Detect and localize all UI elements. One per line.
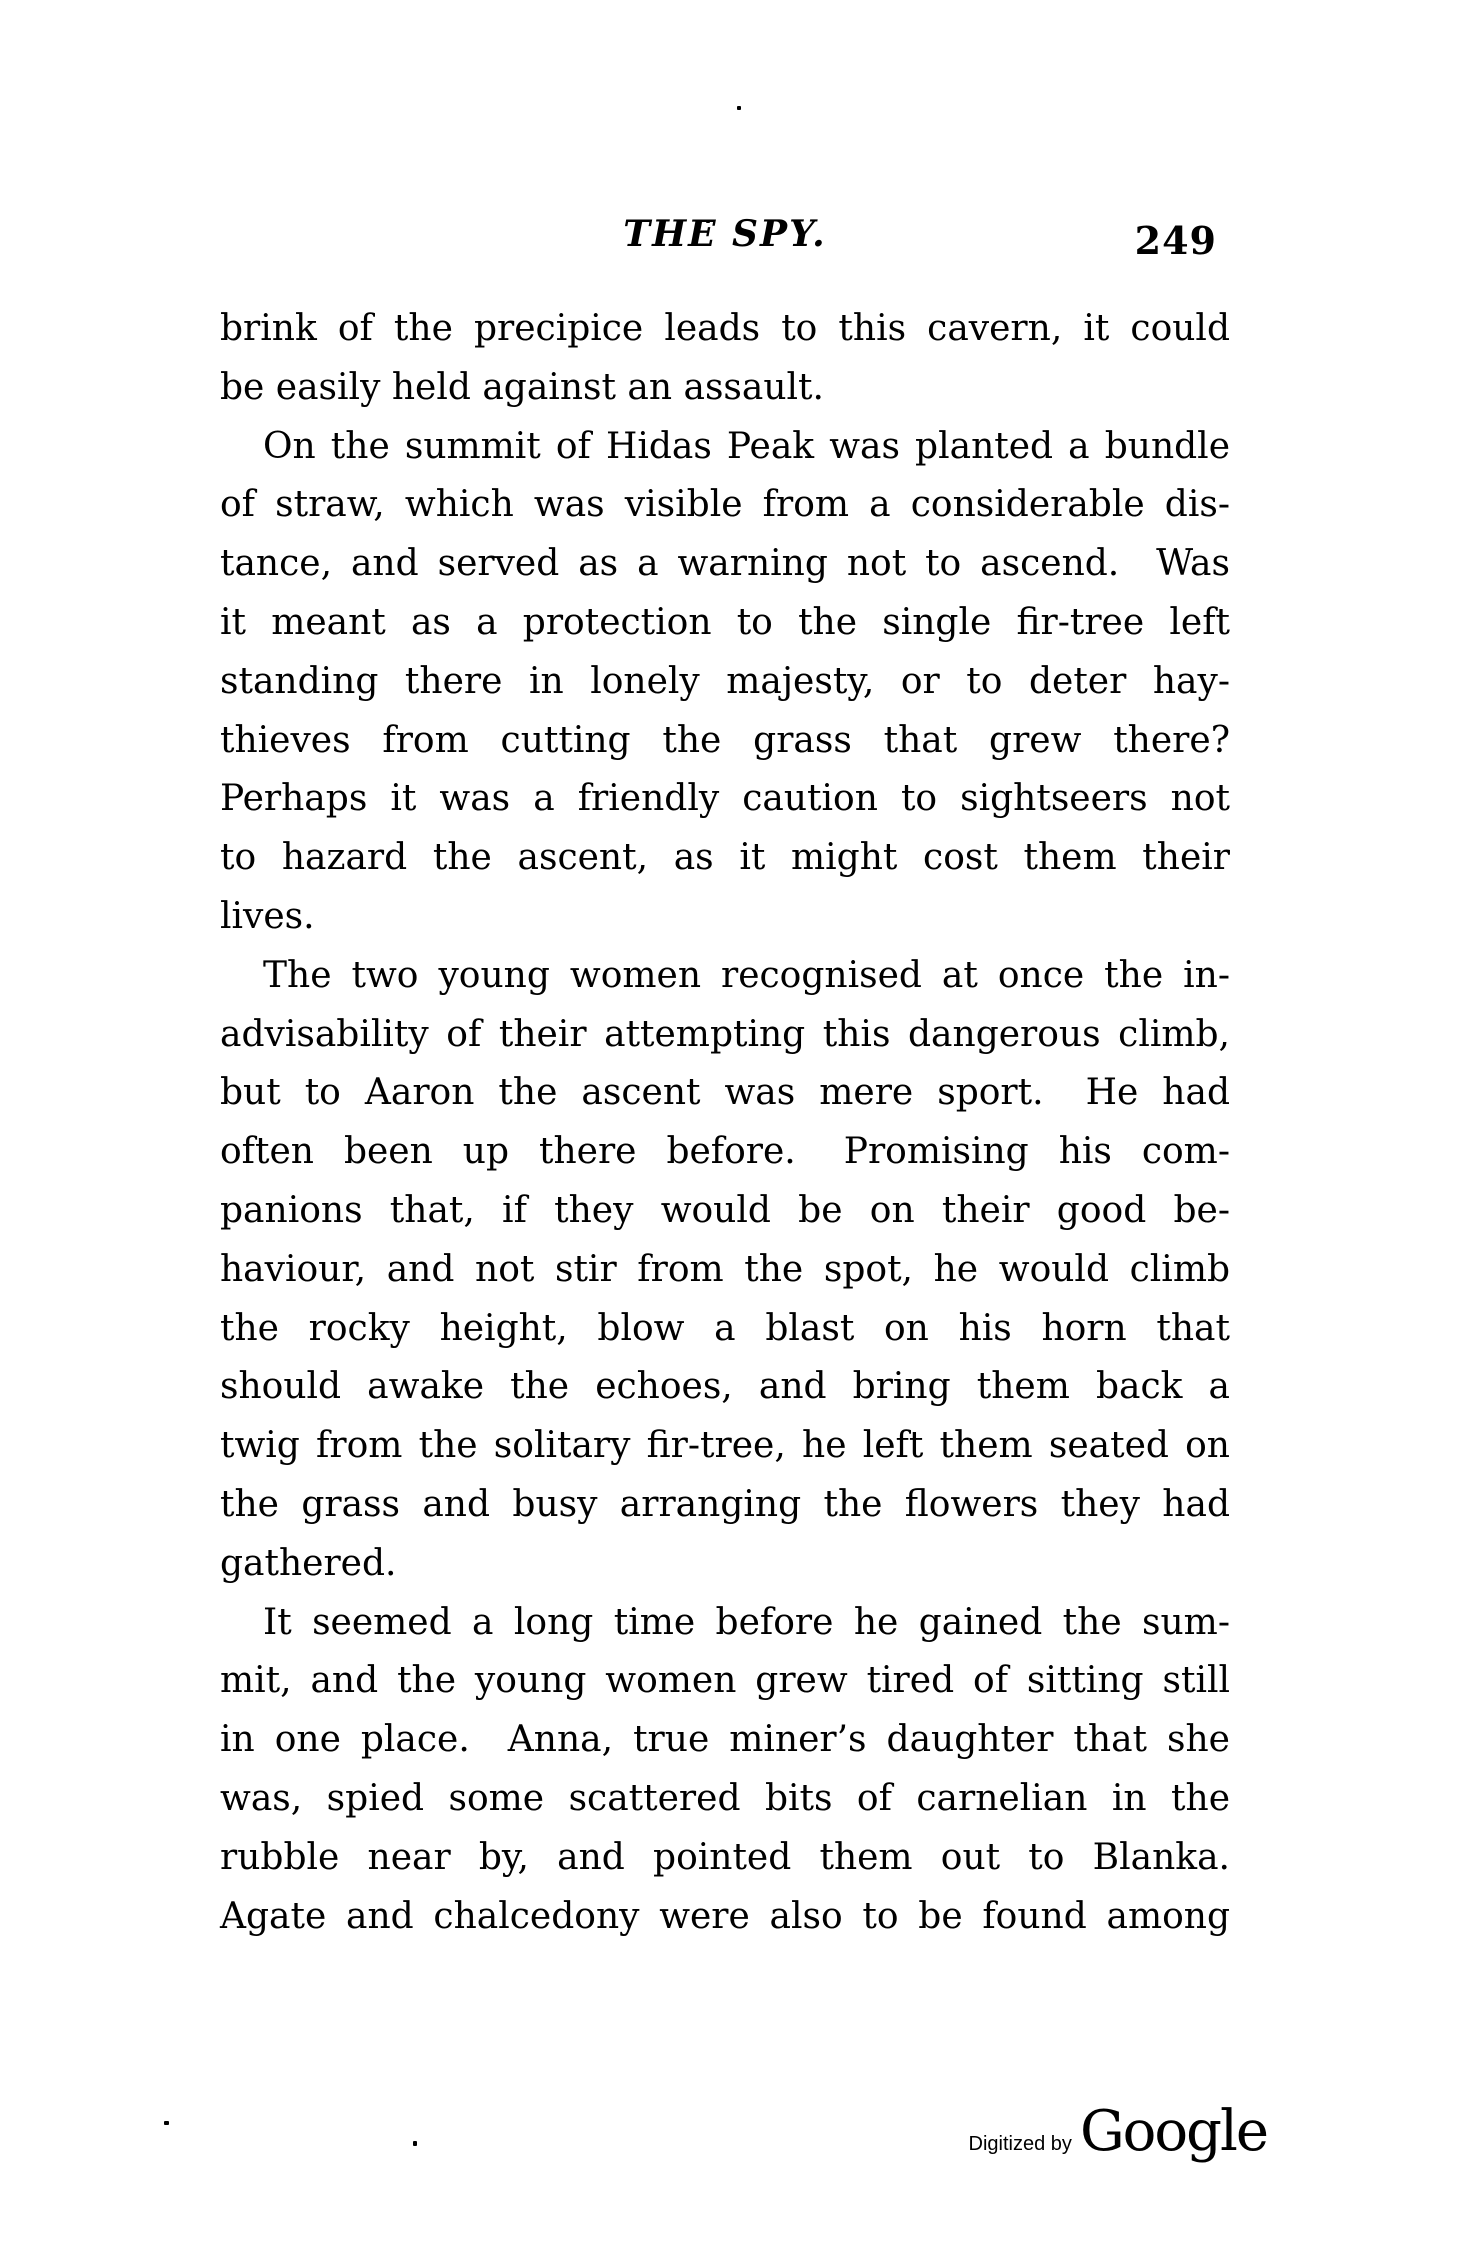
text-line: standing there in lonely majesty, or to deter hay- [220, 660, 1230, 702]
text-line: it meant as a protection to the single fir-tree left [220, 601, 1230, 643]
text-line: often been up there before. Promising his com- [220, 1131, 1230, 1173]
running-head-title: THE SPY. [623, 213, 827, 255]
text-line: haviour, and not stir from the spot, he would climb [220, 1248, 1230, 1290]
text-line: Perhaps it was a friendly caution to sightseers not [220, 778, 1230, 820]
text-line: but to Aaron the ascent was mere sport. He had [220, 1072, 1230, 1114]
text-line: It seemed a long time before he gained the sum- [263, 1601, 1230, 1643]
text-line: should awake the echoes, and bring them back a [220, 1366, 1230, 1408]
text-line: rubble near by, and pointed them out to Blanka. [220, 1836, 1230, 1878]
ink-speck [164, 2121, 169, 2125]
text-line: On the summit of Hidas Peak was planted a bundle [263, 425, 1230, 467]
google-logo: Google [1079, 2099, 1267, 2164]
digitized-by-footer [968, 2099, 1267, 2164]
text-line: advisability of their attempting this dangerous climb, [220, 1013, 1230, 1055]
text-line: be easily held against an assault. [220, 366, 824, 408]
text-line: tance, and served as a warning not to ascend. Was [220, 543, 1230, 585]
text-line: gathered. [220, 1542, 397, 1584]
text-line: Agate and chalcedony were also to be found among [220, 1895, 1230, 1937]
text-line: lives. [220, 895, 315, 937]
text-line: was, spied some scattered bits of carnelian in the [220, 1777, 1230, 1819]
text-line: twig from the solitary fir-tree, he left them seated on [220, 1425, 1230, 1467]
text-line: thieves from cutting the grass that grew there? [220, 719, 1230, 761]
digitized-by-label: Digitized by [968, 2133, 1072, 2155]
text-line: to hazard the ascent, as it might cost them their [220, 837, 1230, 879]
text-line: the grass and busy arranging the flowers they had [220, 1483, 1230, 1525]
text-line: brink of the precipice leads to this cavern, it could [220, 308, 1230, 349]
text-line: mit, and the young women grew tired of sitting still [220, 1660, 1230, 1702]
text-line: the rocky height, blow a blast on his horn that [220, 1307, 1230, 1349]
text-line: panions that, if they would be on their good be- [220, 1189, 1230, 1231]
page-number: 249 [1134, 218, 1217, 263]
body-text [220, 300, 1230, 1946]
ink-speck [737, 106, 741, 110]
text-line: of straw, which was visible from a considerable dis- [220, 484, 1230, 526]
text-line: in one place. Anna, true miner’s daughter that she [220, 1719, 1230, 1761]
text-line: The two young women recognised at once the in- [263, 954, 1230, 996]
ink-speck [413, 2141, 417, 2146]
